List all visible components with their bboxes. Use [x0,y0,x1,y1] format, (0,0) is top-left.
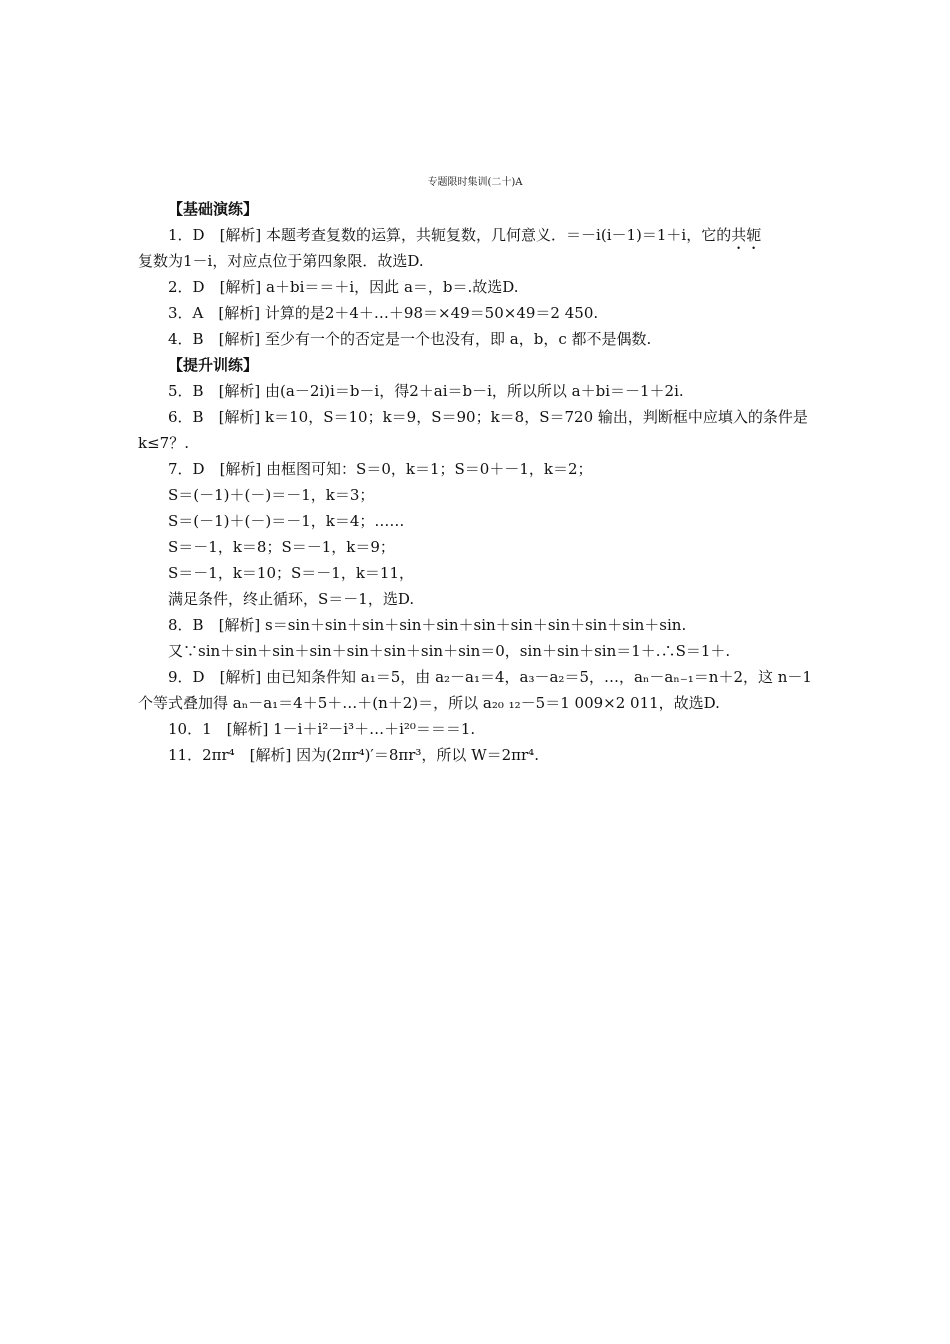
section-heading-advanced: 【提升训练】 [168,356,259,374]
answer-line-7d: S＝－1，k＝8；S＝－1，k＝9； [168,538,395,556]
answer-line-3: 3．A [解析] 计算的是2＋4＋…＋98＝×49＝50×49＝2 450. [168,304,599,322]
answer-line-8a: 8．B [解析] s＝sin＋sin＋sin＋sin＋sin＋sin＋sin＋sin＋sin＋sin＋sin. [168,616,687,634]
answer-line-7f: 满足条件，终止循环，S＝－1，选D. [168,590,415,608]
answer-line-10: 10．1 [解析] 1－i＋i²－i³＋…＋i²⁰＝＝＝1. [168,720,476,738]
answer-line-7c: S＝(－1)＋(－)＝－1，k＝4；…… [168,512,405,530]
answer-line-7e: S＝－1，k＝10；S＝－1，k＝11， [168,564,414,582]
answer-text: 1．D [解析] 本题考查复数的运算，共轭复数，几何意义．＝－i(i－1)＝1＋i，它的 [168,226,732,244]
answer-line-1b: 复数为1－i，对应点位于第四象限．故选D. [138,252,424,270]
answer-line-9a: 9．D [解析] 由已知条件知 a₁＝5，由 a₂－a₁＝4，a₃－a₂＝5，…，aₙ－aₙ₋₁＝n＋2，这 n－1 [168,668,812,686]
answer-line-5: 5．B [解析] 由(a－2i)i＝b－i，得2＋ai＝b－i，所以所以 a＋bi＝－1＋2i. [168,382,684,400]
emphasized-text: 共轭 [731,226,762,244]
answer-line-7b: S＝(－1)＋(－)＝－1，k＝3； [168,486,375,504]
answer-line-6b: k≤7？. [138,434,189,452]
answer-line-7a: 7．D [解析] 由框图可知：S＝0，k＝1；S＝0＋－1，k＝2； [168,460,593,478]
answer-line-9b: 个等式叠加得 aₙ－a₁＝4＋5＋…＋(n＋2)＝，所以 a₂₀ ₁₂－5＝1 009×2 011，故选D. [138,694,720,712]
answer-line-2: 2．D [解析] a＋bi＝＝＋i，因此 a＝，b＝.故选D. [168,278,519,296]
document-title: 专题限时集训(二十)A [427,177,523,188]
answer-line-11: 11．2πr⁴ [解析] 因为(2πr⁴)′＝8πr³，所以 W＝2πr⁴. [168,746,539,764]
answer-line-8b: 又∵sin＋sin＋sin＋sin＋sin＋sin＋sin＋sin＝0，sin＋sin＋sin＝1＋.∴S＝1＋. [168,642,731,660]
answer-line-1a [168,224,761,253]
answer-line-4: 4．B [解析] 至少有一个的否定是一个也没有，即 a，b，c 都不是偶数. [168,330,652,348]
answer-line-6a: 6．B [解析] k＝10，S＝10；k＝9，S＝90；k＝8，S＝720 输出，判断框中应填入的条件是 [168,408,808,426]
section-heading-basic: 【基础演练】 [168,200,259,218]
